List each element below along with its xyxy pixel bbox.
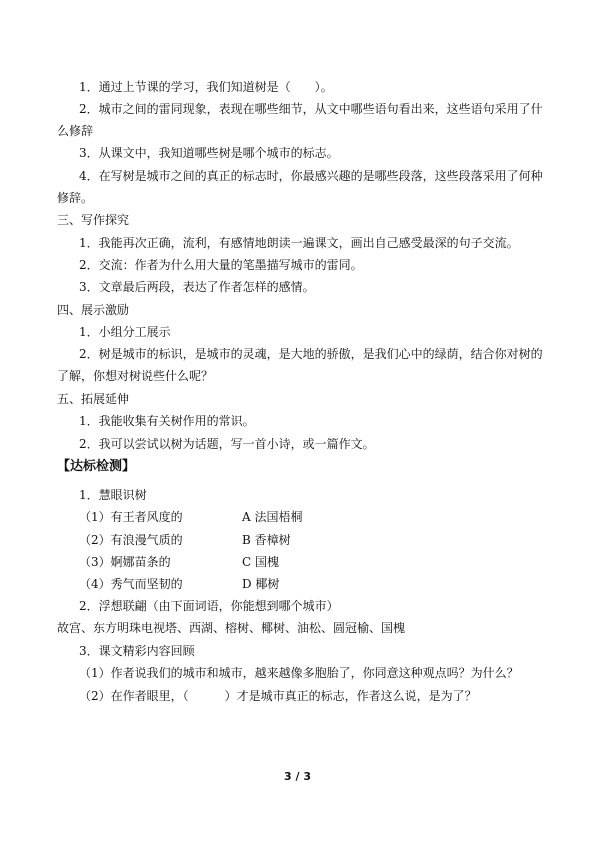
- question-item-continuation: 么修辞: [57, 124, 94, 138]
- question-item: （1）作者说我们的城市和城市，越来越像多胞胎了，你同意这种观点吗？为什么？: [79, 666, 519, 680]
- question-item: 4．在写树是城市之间的真正的标志时，你最感兴趣的是哪些段落，这些段落采用了何种: [79, 169, 543, 183]
- match-left-item: （4）秀气而坚韧的: [79, 577, 183, 591]
- question-title: 3．课文精彩内容回顾: [79, 644, 195, 658]
- list-item: 2．我可以尝试以树为话题，写一首小诗，或一篇作文。: [79, 437, 375, 451]
- match-right-item: C 国槐: [242, 555, 279, 569]
- question-item: 1．通过上节课的学习，我们知道树是（ ）。: [79, 80, 333, 94]
- match-right-item: A 法国梧桐: [242, 510, 303, 524]
- section-heading: 五、拓展延伸: [57, 392, 130, 406]
- list-item: 1．我能再次正确，流利，有感情地朗读一遍课文，画出自己感受最深的句子交流。: [79, 236, 519, 250]
- question-title: 1．慧眼识树: [79, 488, 147, 502]
- question-item: （2）在作者眼里，（ ）才是城市真正的标志，作者这么说，是为了？: [79, 689, 477, 703]
- list-item: 2．树是城市的标识，是城市的灵魂，是大地的骄傲，是我们心中的绿荫，结合你对树的: [79, 347, 543, 361]
- list-item: 2．交流：作者为什么用大量的笔墨描写城市的雷同。: [79, 258, 363, 272]
- question-item: 2．城市之间的雷同现象，表现在哪些细节，从文中哪些语句看出来，这些语句采用了什: [79, 102, 543, 116]
- section-heading: 三、写作探究: [57, 213, 130, 227]
- section-heading: 四、展示激励: [57, 303, 130, 317]
- match-left-item: （2）有浪漫气质的: [79, 533, 183, 547]
- question-item-continuation: 修辞。: [57, 191, 94, 205]
- page-number: 3 / 3: [284, 770, 311, 783]
- question-item: 3．从课文中，我知道哪些树是哪个城市的标志。: [79, 146, 339, 160]
- match-right-item: D 椰树: [242, 577, 280, 591]
- assessment-heading: 【达标检测】: [57, 459, 136, 474]
- question-title: 2．浮想联翩（由下面词语，你能想到哪个城市）: [79, 599, 339, 613]
- match-left-item: （3）婀娜苗条的: [79, 555, 171, 569]
- list-item: 3．文章最后两段，表达了作者怎样的感情。: [79, 280, 315, 294]
- list-item: 1．小组分工展示: [79, 325, 171, 339]
- list-item-continuation: 了解，你想对树说些什么呢？: [57, 369, 214, 383]
- match-left-item: （1）有王者风度的: [79, 510, 183, 524]
- word-list: 故宫、东方明珠电视塔、西湖、榕树、椰树、油松、圆冠榆、国槐: [57, 621, 406, 635]
- list-item: 1．我能收集有关树作用的常识。: [79, 414, 255, 428]
- match-right-item: B 香樟树: [242, 533, 291, 547]
